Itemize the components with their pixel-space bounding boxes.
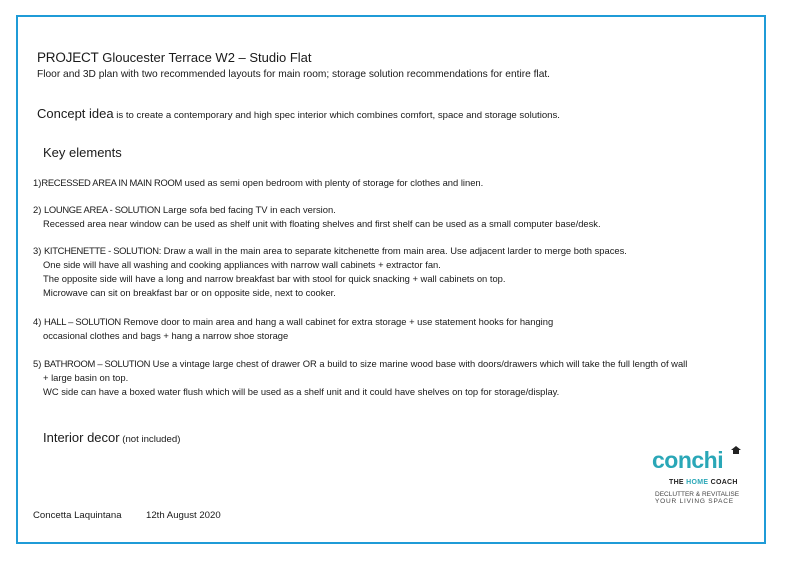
decor-note: (not included): [119, 434, 181, 445]
concept-idea: [37, 105, 560, 123]
title-rest: Gloucester Terrace W2 – Studio Flat: [98, 50, 312, 65]
house-icon: [730, 445, 742, 455]
interior-decor: [43, 429, 180, 447]
item-prefix: 5): [33, 358, 44, 369]
concept-text: is to create a contemporary and high spec interior which combines comfort, space and storage solutions.: [113, 110, 560, 121]
item-text: Microwave can sit on breakfast bar or on opposite side, next to cooker.: [43, 287, 336, 298]
logo-wordmark: conchi: [652, 447, 724, 473]
item-prefix: 3): [33, 245, 44, 256]
key-elements-heading: Key elements: [43, 145, 122, 160]
item-text: Remove door to main area and hang a wall cabinet for extra storage + use statement hooks for hanging: [120, 316, 554, 327]
key-element-item-5: [33, 357, 687, 399]
item-title: HALL – SOLUTION: [43, 316, 121, 327]
logo-tag-the: THE: [669, 479, 687, 486]
footer-date: 12th August 2020: [146, 510, 221, 521]
project-title: [37, 50, 312, 65]
item-text: The opposite side will have a long and narrow breakfast bar with stool for quick snacking + wall cabinets on top.: [43, 273, 506, 284]
key-element-item-4: [33, 315, 553, 343]
item-prefix: 2): [33, 204, 44, 215]
logo-tagline: [669, 479, 738, 486]
item-text: Large sofa bed facing TV in each version.: [160, 204, 336, 215]
item-text: One side will have all washing and cooking appliances with narrow wall cabinets + extractor fan.: [43, 259, 441, 270]
concept-lead: Concept idea: [37, 106, 114, 121]
item-text: Recessed area near window can be used as shelf unit with floating shelves and first shelf can be used as a small computer base/desk.: [43, 218, 601, 229]
item-title: LOUNGE AREA - SOLUTION: [43, 204, 161, 215]
item-prefix: 4): [33, 316, 44, 327]
logo-tag-coach: COACH: [708, 479, 738, 486]
item-text: occasional clothes and bags + hang a narrow shoe storage: [43, 330, 289, 341]
logo-tag-home: HOME: [686, 479, 709, 486]
item-text: WC side can have a boxed water flush which will be used as a shelf unit and it could have shelves on top for storage/display.: [43, 386, 560, 397]
key-element-item-1: [33, 176, 483, 190]
item-title: KITCHENETTE - SOLUTION:: [43, 245, 162, 256]
item-text: used as semi open bedroom with plenty of storage for clothes and linen.: [182, 177, 484, 188]
logo-subline-1: DECLUTTER & REVITALISE: [655, 491, 740, 498]
item-text: Draw a wall in the main area to separate kitchenette from main area. Use adjacent larder to merge both spaces.: [161, 245, 627, 256]
item-prefix: 1): [33, 177, 42, 188]
footer-author: Concetta Laquintana: [33, 510, 122, 521]
project-subtitle: Floor and 3D plan with two recommended layouts for main room; storage solution recommendations for entire flat.: [37, 69, 551, 80]
decor-heading: Interior decor: [43, 430, 120, 445]
key-element-item-2: [33, 203, 601, 231]
title-lead: PROJECT: [37, 50, 99, 65]
item-title: RECESSED AREA IN MAIN ROOM: [41, 177, 183, 188]
key-element-item-3: [33, 244, 627, 300]
item-title: BATHROOM – SOLUTION: [43, 358, 151, 369]
item-text: Use a vintage large chest of drawer OR a build to size marine wood base with doors/drawers which will take the full length of wall: [150, 358, 688, 369]
logo-subline-2: YOUR LIVING SPACE: [655, 498, 734, 505]
item-text: + large basin on top.: [43, 372, 129, 383]
